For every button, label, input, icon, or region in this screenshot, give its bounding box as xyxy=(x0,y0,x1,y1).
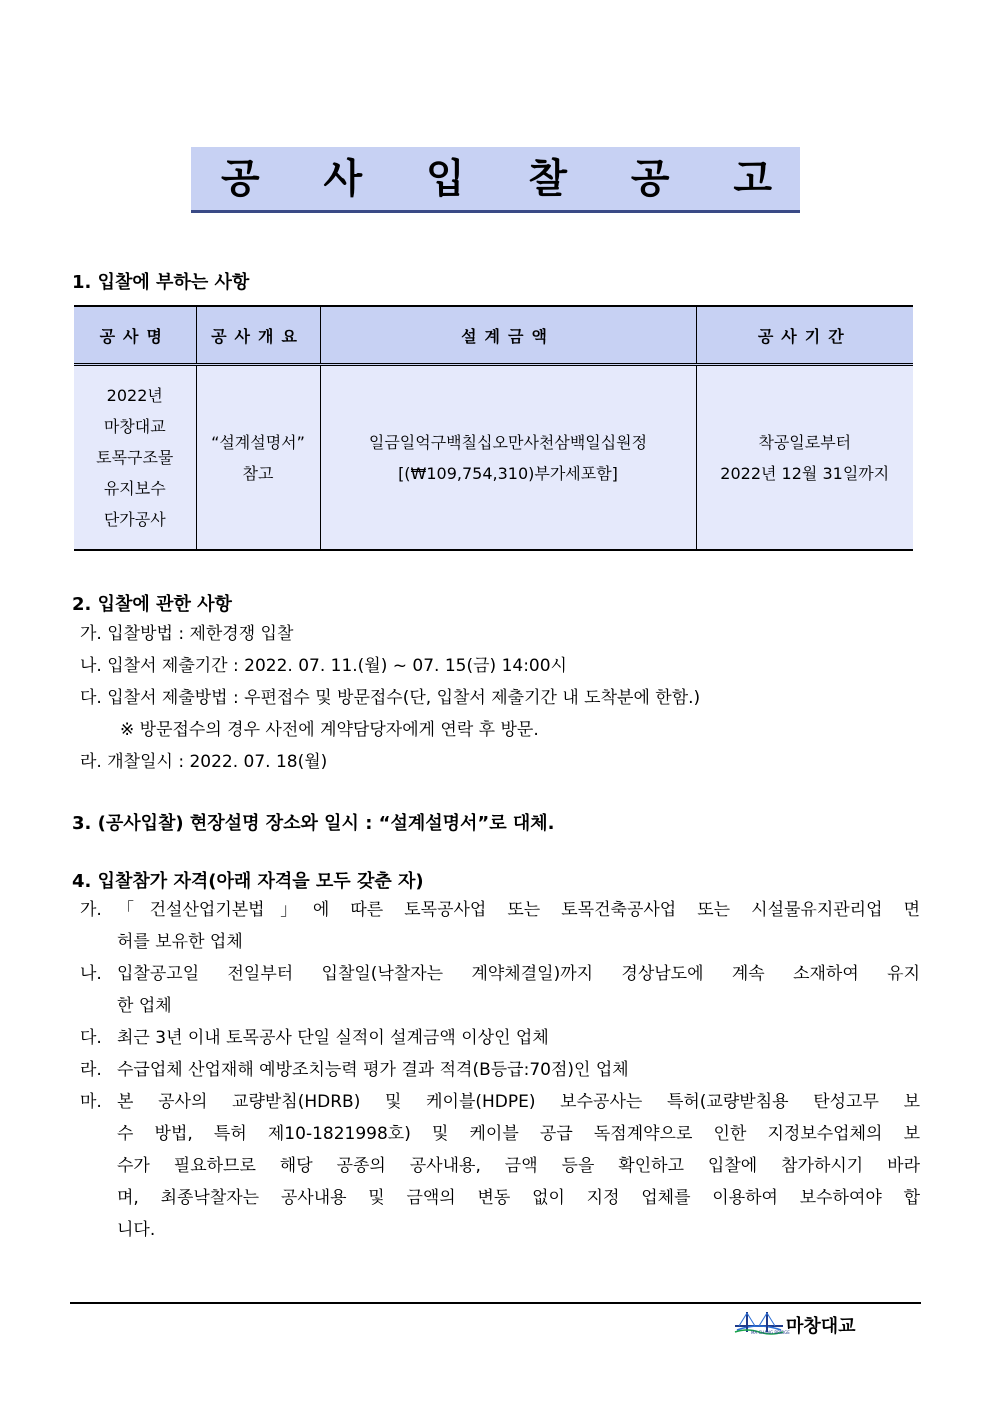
title-char: 입 xyxy=(425,155,465,202)
section-3-heading: 3. (공사입찰) 현장설명 장소와 일시 : “설계설명서”로 대체. xyxy=(72,813,555,834)
cell-period: 착공일로부터 2022년 12월 31일까지 xyxy=(696,365,913,551)
section-4-item-text: 최근 3년 이내 토목공사 단일 실적이 설계금액 이상인 업체 xyxy=(117,1028,549,1048)
section-4-item-label: 라. xyxy=(80,1060,102,1080)
title-char: 공 xyxy=(221,155,260,202)
section-4-item-text: 며, 최종낙찰자는 공사내용 및 금액의 변동 없이 지정 업체를 이용하여 보수하여야 합 xyxy=(117,1188,920,1208)
header-project-name: 공사명 xyxy=(74,306,196,365)
section-2-heading: 2. 입찰에 관한 사항 xyxy=(72,594,232,615)
header-period: 공사기간 xyxy=(696,306,913,365)
section-4-item-text: 허를 보유한 업체 xyxy=(117,932,243,952)
section-4-item-label: 가. xyxy=(80,900,102,920)
section-2-item: 가. 입찰방법 : 제한경쟁 입찰 xyxy=(80,624,294,644)
section-4-item-text: 수가 필요하므로 해당 공종의 공사내용, 금액 등을 확인하고 입찰에 참가하시기 바라 xyxy=(117,1156,920,1176)
footer-divider xyxy=(70,1302,921,1304)
logo-text: 마창대교 xyxy=(786,1316,856,1337)
notice-title xyxy=(191,147,800,213)
section-4-item-text: 수급업체 산업재해 예방조치능력 평가 결과 적격(B등급:70점)인 업체 xyxy=(117,1060,629,1080)
title-char: 찰 xyxy=(528,155,568,202)
section-4-item-text: 입찰공고일 전일부터 입찰일(낙찰자는 계약체결일)까지 경상남도에 계속 소재하여 유지 xyxy=(117,964,920,984)
cell-overview: “설계설명서” 참고 xyxy=(196,365,320,551)
title-char: 사 xyxy=(323,155,363,202)
header-design-amount: 설계금액 xyxy=(320,306,696,365)
section-4-item-text: 본 공사의 교량받침(HDRB) 및 케이블(HDPE) 보수공사는 특허(교량받침용 탄성고무 보 xyxy=(117,1092,920,1112)
section-2-item: 다. 입찰서 제출방법 : 우편접수 및 방문접수(단, 입찰서 제출기간 내 도착분에 한함.) xyxy=(80,688,701,708)
title-char: 고 xyxy=(733,155,772,202)
section-4-item-label: 나. xyxy=(80,964,102,984)
title-char: 공 xyxy=(630,155,670,202)
bid-info-table xyxy=(74,305,913,551)
section-4-item-text: 수 방법, 특허 제10-1821998호) 및 케이블 공급 독점계약으로 인한 지정보수업체의 보 xyxy=(117,1124,920,1144)
section-1-heading: 1. 입찰에 부하는 사항 xyxy=(72,272,250,293)
cell-project-name: 2022년 마창대교 토목구조물 유지보수 단가공사 xyxy=(74,365,196,551)
section-2-note: ※ 방문접수의 경우 사전에 계약담당자에게 연락 후 방문. xyxy=(120,720,539,740)
section-4-item-text: 「건설산업기본법」에 따른 토목공사업 또는 토목건축공사업 또는 시설물유지관리업 면 xyxy=(117,900,920,920)
section-2-item: 나. 입찰서 제출기간 : 2022. 07. 11.(월) ~ 07. 15(금) 14:00시 xyxy=(80,656,567,676)
section-4-item-label: 다. xyxy=(80,1028,102,1048)
section-2-item: 라. 개찰일시 : 2022. 07. 18(월) xyxy=(80,752,328,772)
cell-design-amount: 일금일억구백칠십오만사천삼백일십원정 [(₩109,754,310)부가세포함] xyxy=(320,365,696,551)
section-4-item-text: 한 업체 xyxy=(117,996,172,1016)
section-4-heading: 4. 입찰참가 자격(아래 자격을 모두 갖춘 자) xyxy=(72,871,424,892)
section-4-item-text: 니다. xyxy=(117,1220,156,1240)
header-overview: 공사개요 xyxy=(196,306,320,365)
section-4-item-label: 마. xyxy=(80,1092,102,1112)
logo-small-text: MA CHANG BRIDGE xyxy=(751,1330,790,1335)
machang-bridge-logo xyxy=(733,1308,918,1338)
